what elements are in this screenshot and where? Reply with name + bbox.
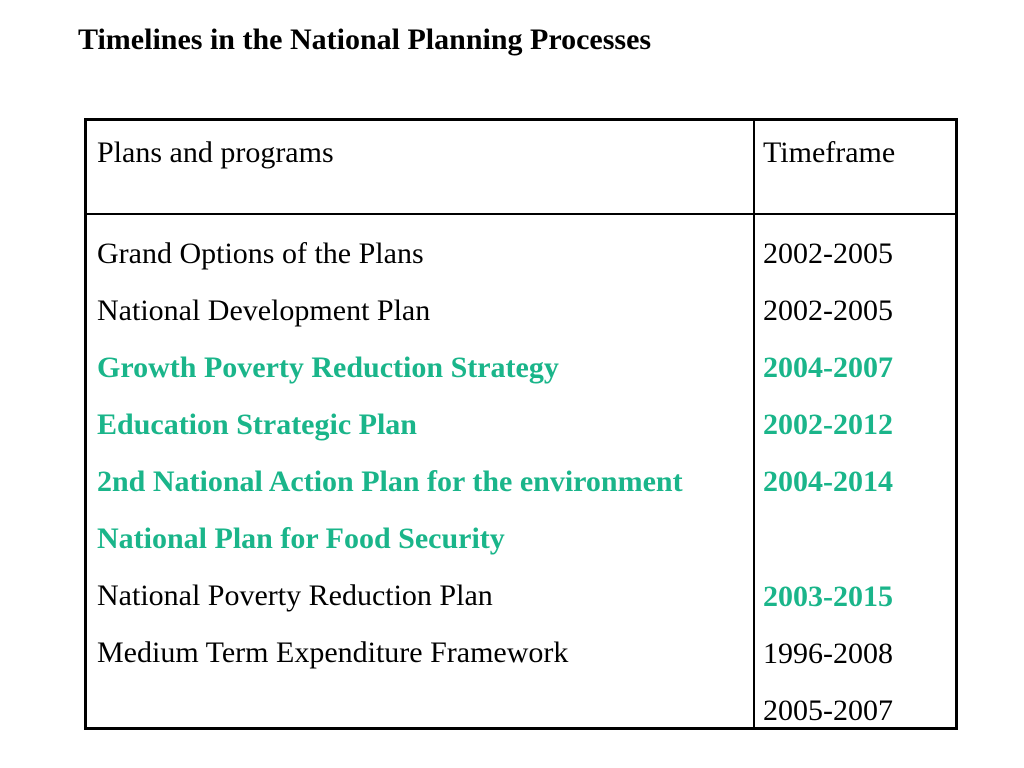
timeframe-value: 2002-2005: [763, 237, 893, 270]
timeframe-spacer: [763, 510, 953, 568]
timeframe-value: 1996-2008: [763, 637, 893, 670]
plan-name: Growth Poverty Reduction Strategy: [97, 351, 559, 384]
header-divider: [87, 213, 955, 215]
timeframe-value: 2002-2005: [763, 294, 893, 327]
header-plans-and-programs: Plans and programs: [97, 136, 334, 169]
timeframe-value: 2002-2012: [763, 408, 893, 441]
timeframe-value: 2003-2015: [763, 580, 893, 613]
plans-column: [97, 225, 747, 681]
plan-name: Education Strategic Plan: [97, 408, 417, 441]
timeframe-value: 2004-2007: [763, 351, 893, 384]
timeframe-column: [763, 225, 953, 739]
plan-name: National Development Plan: [97, 294, 431, 327]
plan-name: Grand Options of the Plans: [97, 237, 424, 270]
plan-name: 2nd National Action Plan for the environment: [97, 465, 683, 498]
timeframe-value: 2005-2007: [763, 694, 893, 727]
column-divider: [753, 121, 755, 727]
slide-title: Timelines in the National Planning Processes: [78, 23, 652, 56]
plan-name: National Plan for Food Security: [97, 522, 505, 555]
header-timeframe: Timeframe: [763, 136, 896, 169]
plan-name: National Poverty Reduction Plan: [97, 579, 493, 612]
plan-name: Medium Term Expenditure Framework: [97, 636, 569, 669]
plans-table: [84, 118, 958, 730]
timeframe-value: 2004-2014: [763, 465, 893, 498]
